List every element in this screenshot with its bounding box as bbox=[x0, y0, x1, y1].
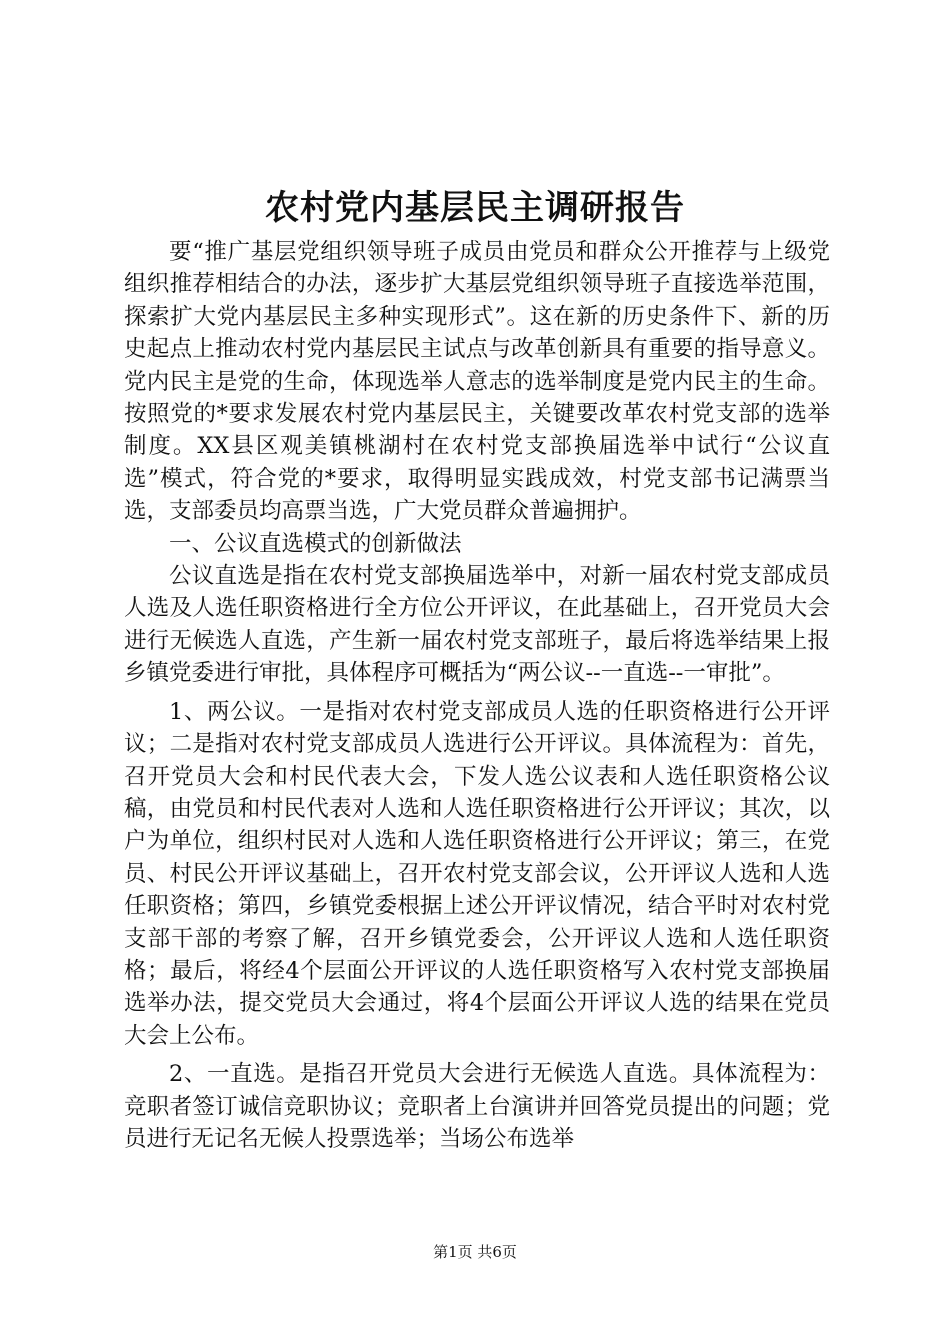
two-reviews-paragraph: 1、两公议。一是指对农村党支部成员人选的任职资格进行公开评议；二是指对农村党支部成员人选进行公开评议。具体流程为：首先，召开党员大会和村民代表大会，下发人选公议表和人选任职资格公议稿，由党员和村民代表对人选和人选任职资格进行公开评议；其次，以户为单位，组织村民对人选和人选任职资格进行公开评议；第三，在党员、村民公开评议基础上，召开农村党支部会议，公开评议人选和人选任职资格；第四，乡镇党委根据上述公开评议情况，结合平时对农村党支部干部的考察了解，召开乡镇党委会，公开评议人选和人选任职资格；最后，将经4个层面公开评议的人选任职资格写入农村党支部换届选举办法，提交党员大会通过，将4个层面公开评议人选的结果在党员大会上公布。 bbox=[124, 698, 830, 1049]
section-heading: 一、公议直选模式的创新做法 bbox=[169, 530, 462, 557]
document-title: 农村党内基层民主调研报告 bbox=[265, 188, 685, 228]
direct-election-paragraph: 2、一直选。是指召开党员大会进行无候选人直选。具体流程为：竞职者签订诚信竞职协议；竞职者上台演讲并回答党员提出的问题；党员进行无记名无候人投票选举；当场公布选举 bbox=[124, 1061, 830, 1152]
document-body bbox=[124, 236, 830, 1155]
definition-paragraph: 公议直选是指在农村党支部换届选举中，对新一届农村党支部成员人选及人选任职资格进行全方位公开评议，在此基础上，召开党员大会进行无候选人直选，产生新一届农村党支部班子，最后将选举结果上报乡镇党委进行审批，具体程序可概括为“两公议--一直选--一审批”。 bbox=[124, 563, 830, 687]
page-number: 第1页 共6页 bbox=[433, 1243, 517, 1261]
intro-paragraph: 要“推广基层党组织领导班子成员由党员和群众公开推荐与上级党组织推荐相结合的办法，逐步扩大基层党组织领导班子直接选举范围，探索扩大党内基层民主多种实现形式”。这在新的历史条件下、新的历史起点上推动农村党内基层民主试点与改革创新具有重要的指导意义。党内民主是党的生命，体现选举人意志的选举制度是党内民主的生命。按照党的*要求发展农村党内基层民主，关键要改革农村党支部的选举制度。XX县区观美镇桃湖村在农村党支部换届选举中试行“公议直选”模式，符合党的*要求，取得明显实践成效，村党支部书记满票当选，支部委员均高票当选，广大党员群众普遍拥护。 bbox=[124, 239, 830, 525]
